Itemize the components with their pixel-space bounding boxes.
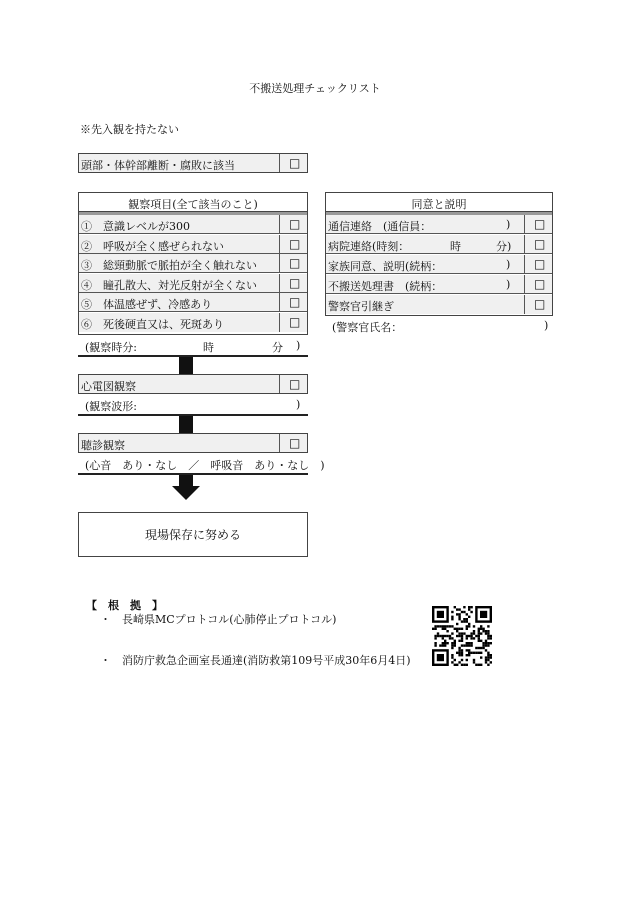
consent-item-checkbox[interactable]: □ xyxy=(534,217,546,231)
ecg-row xyxy=(78,374,308,394)
qr-code-icon xyxy=(432,606,496,668)
observation-header: 観察項目(全て該当のこと) xyxy=(128,198,258,211)
consent-item-close: 分) xyxy=(496,240,512,253)
observation-item xyxy=(79,293,307,312)
consent-item xyxy=(326,215,552,234)
down-arrow-icon xyxy=(172,486,200,500)
officer-name-label: (警察官氏名： xyxy=(332,321,403,334)
consent-item xyxy=(326,275,552,294)
consent-item-hour: 時 xyxy=(450,240,461,253)
observation-item-label: ⑤ 体温感ぜず、冷感あり xyxy=(81,298,213,311)
arrow-stem xyxy=(179,475,193,486)
observation-time-minute: 分 xyxy=(272,341,283,354)
observation-item xyxy=(79,313,307,332)
consent-item-label: 不搬送処理書 (続柄： xyxy=(328,280,443,293)
basis-item: ・ 長崎県MCプロトコル(心肺停止プロトコル) xyxy=(100,613,337,626)
observation-item-checkbox[interactable]: □ xyxy=(289,314,301,329)
observation-item-label: ④ 瞳孔散大、対光反射が全くない xyxy=(81,278,257,292)
consent-item-label: 病院連絡(時刻： xyxy=(328,240,410,253)
final-box-text: 現場保存に努める xyxy=(144,528,241,542)
auscultation-row xyxy=(78,433,308,453)
ecg-wave-close: ) xyxy=(296,398,301,411)
divider xyxy=(78,414,308,416)
basis-heading: 【 根 拠 】 xyxy=(86,599,163,612)
consent-item-label: 家族同意、説明(続柄： xyxy=(328,260,443,273)
consent-item-checkbox[interactable]: □ xyxy=(534,297,546,311)
consent-item-close: ) xyxy=(506,278,511,291)
officer-name-close: ) xyxy=(544,319,549,332)
ecg-checkbox[interactable]: □ xyxy=(289,377,301,391)
observation-item-label: ② 呼吸が全く感ぜられない xyxy=(81,239,224,253)
auscultation-detail: (心音 あり・なし ／ 呼吸音 あり・なし ) xyxy=(85,459,325,472)
consent-item-checkbox[interactable]: □ xyxy=(534,257,546,271)
ecg-label: 心電図観察 xyxy=(81,380,136,393)
divider xyxy=(78,473,308,475)
consent-table xyxy=(325,192,553,316)
final-box xyxy=(78,512,308,557)
consent-item xyxy=(326,235,552,254)
consent-item-close: ) xyxy=(506,258,511,271)
flow-connector xyxy=(179,416,193,433)
consent-item-close: ) xyxy=(506,218,511,231)
observation-time-hour: 時 xyxy=(203,341,214,354)
flow-connector xyxy=(179,357,193,374)
top-check-checkbox[interactable]: □ xyxy=(289,156,301,170)
consent-item xyxy=(326,255,552,274)
observation-item-label: ⑥ 死後硬直又は、死斑あり xyxy=(81,317,224,331)
consent-item-checkbox[interactable]: □ xyxy=(534,237,546,251)
auscultation-label: 聴診観察 xyxy=(81,439,125,452)
observation-item-checkbox[interactable]: □ xyxy=(289,236,301,251)
top-check-row xyxy=(78,153,308,173)
observation-table xyxy=(78,192,308,335)
observation-item-checkbox[interactable]: □ xyxy=(289,217,301,231)
consent-item-checkbox[interactable]: □ xyxy=(534,277,546,291)
observation-time-label: (観察時分: xyxy=(85,341,137,354)
observation-item xyxy=(79,235,307,254)
observation-item xyxy=(79,215,307,234)
auscultation-checkbox[interactable]: □ xyxy=(289,436,301,450)
observation-item-checkbox[interactable]: □ xyxy=(289,295,301,309)
note-text: ※先入観を持たない xyxy=(80,123,179,136)
ecg-wave-label: (観察波形: xyxy=(85,400,137,413)
observation-item-label: ① 意識レベルが300 xyxy=(81,220,190,233)
observation-item-checkbox[interactable]: □ xyxy=(289,256,301,270)
observation-item xyxy=(79,274,307,293)
page-title: 不搬送処理チェックリスト xyxy=(249,82,381,95)
consent-item-label: 警察官引継ぎ xyxy=(328,300,394,313)
observation-item-checkbox[interactable]: □ xyxy=(289,275,301,290)
observation-time-close: ) xyxy=(296,339,301,352)
basis-item: ・ 消防庁救急企画室長通達(消防救第109号平成30年6月4日) xyxy=(100,654,411,667)
observation-item xyxy=(79,254,307,273)
observation-item-label: ③ 総頸動脈で脈拍が全く触れない xyxy=(81,259,257,272)
consent-item xyxy=(326,295,552,314)
divider xyxy=(78,355,308,357)
consent-item-label: 通信連絡 (通信員： xyxy=(328,220,432,233)
consent-header: 同意と説明 xyxy=(411,198,467,211)
top-check-label: 頭部・体幹部離断・腐敗に該当 xyxy=(81,159,235,172)
